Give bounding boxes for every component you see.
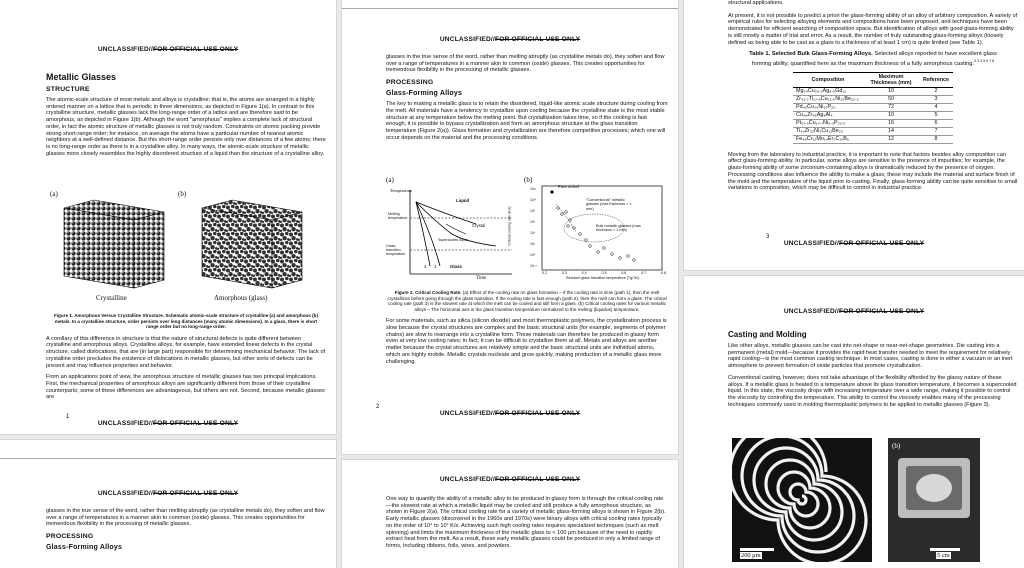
table-row (793, 111, 953, 119)
table-caption-text: Selected alloys reported to have excellent glass forming ability, quantified here as the maximum thickness of a fully amorphous casting. (751, 51, 997, 67)
graph-a-crystal: Crystal (472, 223, 486, 228)
composition-cell: Pt₅₇.₅Cu₁₄.₇Ni₅.₃P₂₂.₅ (793, 119, 863, 127)
column-header: Reference (919, 72, 953, 87)
graph-b-conventional: "Conventional" metallic glasses (max thickness < 1 mm) (586, 198, 632, 211)
paragraph: structural applications. (728, 0, 784, 6)
reference-cell: 2 (919, 87, 953, 95)
graph-a-melting: Melting temperature (388, 212, 408, 220)
reference-cell: 6 (919, 119, 953, 127)
composition-cell: Pd₄₀Cu₃₀Ni₁₀P₂₀ (793, 103, 863, 111)
classification-struck: FOR OFFICIAL USE ONLY (153, 420, 239, 427)
x-tick: 0.5 (601, 271, 607, 275)
figure-2 (386, 176, 668, 282)
y-tick: 10¹⁰ (530, 198, 537, 202)
document-page-2 (342, 0, 678, 454)
column-header: Composition (793, 72, 863, 87)
classification-footer (342, 410, 678, 417)
alloys-table (793, 72, 953, 144)
x-tick: 0.7 (641, 271, 647, 275)
paragraph: For some materials, such as silica (silicon dioxide) and most thermoplastic polymers, the crystallization process is slow because the crystal structures are complex and the basic structural units (for example, segments of polymer chains) are slow to rearrange into a crystalline form. These materials can therefore be produced in glassy form even at very low cooling rates; in fact, it can be difficult to crystallize them at all. Metals and alloys are another matter because the crystal structures are relatively simple and the basic structural units are individual atoms, which are highly mobile. Metallic crystals nucleate and grow quickly, making production of a metallic glass more challenging. (386, 318, 667, 365)
classification-label: UNCLASSIFIED// (97, 490, 153, 497)
x-tick: 0.6 (621, 271, 627, 275)
subsection-heading: Casting and Molding (728, 330, 807, 339)
classification-label: UNCLASSIFIED// (783, 308, 839, 315)
classification-label: UNCLASSIFIED// (439, 476, 495, 483)
page-number: 3 (766, 234, 770, 240)
reference-cell: 7 (919, 127, 953, 135)
thickness-cell: 12 (863, 135, 919, 143)
thickness-cell: 50 (863, 95, 919, 103)
figure-3 (732, 438, 1022, 568)
classification-footer (0, 420, 336, 427)
composition-cell: Fe₄₈Cr₁₅Mo₁₄Er₂C₁₅B₆ (793, 135, 863, 143)
classification-header (0, 46, 336, 53)
graph-b-legend: Pure nickel (558, 184, 579, 189)
composition-cell: Mg₅₄Cu₂₆.₅Ag₈.₅Gd₁₁ (793, 87, 863, 95)
graph-b-x-ticks (542, 271, 666, 275)
classification-struck: FOR OFFICIAL USE ONLY (153, 490, 239, 497)
reference-cell: 5 (919, 111, 953, 119)
label-crystalline: Crystalline (96, 294, 127, 302)
table-header-row (793, 72, 953, 87)
graph-a-path-2: 2 (424, 264, 427, 269)
composition-cell: Ti₄₀Zr₂₅Ni₃Cu₁₂Be₂₀ (793, 127, 863, 135)
paragraph: The key to making a metallic glass is to retain the disordered, liquid-like atomic scale structure during cooling from the melt. All materials have a tendency to crystallize upon cooling because the crystalline state is the most stable structure at any temperature below the melting point. But crystallization takes time, so if the cooling is fast enough, it is possible to bypass crystallization and form an amorphous structure at the glass transition temperature (Figure 2(a)). Glass formation and crystallization are therefore competitive processes; which one will occur depends on the material and the processing conditions. (386, 101, 668, 141)
graph-a-supercooled: Supercooled liquid (438, 238, 468, 242)
document-page-3 (684, 0, 1024, 270)
graph-b-xlabel: Reduced glass transition temperature (Tg/Tm) (566, 276, 640, 280)
graph-a-glass-transition: Glass-transition temperature (386, 244, 406, 256)
document-page-4 (684, 276, 1024, 568)
column-header: Maximum Thickness (mm) (863, 72, 919, 87)
caption-title: Figure 2. Critical Cooling Rate. (394, 290, 462, 295)
section-heading-structure: STRUCTURE (46, 86, 90, 93)
figure-label-b: (b) (892, 442, 901, 450)
y-tick: 10⁶ (530, 220, 536, 224)
thickness-cell: 14 (863, 127, 919, 135)
table-row (793, 87, 953, 95)
table-refs: 2 3 4 5 6 7 8 (974, 59, 995, 64)
subsection-heading: Glass-Forming Alloys (46, 544, 123, 552)
graph-a-liquid: Liquid (456, 198, 470, 203)
paragraph: Like other alloys, metallic glasses can be cast into net-shape or near-net-shape geometries. Die casting into a permanent (metal) mold—because it provides the rapid heat transfer needed to meet the requirement for relatively rapid cooling—is the most common casting technique. In most cases, casting is done in either a vacuum or an inert atmosphere to prevent formation of oxide particles that promote crystallization. (728, 343, 1013, 370)
document-page-6 (342, 460, 678, 568)
x-tick: 0.8 (660, 271, 666, 275)
reference-cell: 4 (919, 103, 953, 111)
table-row (793, 95, 953, 103)
classification-header (342, 476, 678, 483)
page-number: 2 (376, 404, 380, 410)
paragraph: glasses in the true sense of the word, rather than melting abruptly (as crystalline metals do), they soften and flow over a range of temperatures in a manner akin to common (oxide) glasses. This creates opportunities for tremendous flexibility in the processing of metallic glasses. (386, 54, 665, 74)
classification-header (342, 36, 678, 43)
y-tick: 10⁻² (530, 264, 537, 268)
classification-struck: FOR OFFICIAL USE ONLY (495, 410, 581, 417)
figure-1-caption (52, 313, 320, 330)
classification-struck: FOR OFFICIAL USE ONLY (153, 46, 239, 53)
section-heading-processing: PROCESSING (386, 79, 434, 87)
paragraph: The atomic-scale structure of most metals and alloys is crystalline; that is, the atoms are arranged in a highly ordered manner on a lattice that is periodic in three dimensions, as depicted in Figure 1(a). In contrast to this crystalline structure, metallic glasses lack the long-range order of a lattice and are therefore said to be amorphous, as depicted in Figure 1(b). Although the word "amorphous" implies a complete lack of structural order, in fact the atomic structure of metallic glasses is not truly random. Constraints on atomic packing provide strong short-range order; for instance, on average the atoms have a particular number of nearest atomic neighbors at a well-defined distance. But this short-range order persists only over distances of a few atoms; there is no long-range order as there is in a crystalline alloy. In many ways, the atomic-scale structure of metallic glasses more closely resembles the highly disordered structure of a liquid than the structure of a crystalline alloy. (46, 97, 326, 157)
figure-label-a: (a) (386, 176, 394, 184)
paragraph: One way to quantify the ability of a metallic alloy to be produced in glassy form is through the critical cooling rate—the slowest rate at which a metallic liquid may be cooled and still produce a fully amorphous structure, as shown in Figure 2(a). The critical cooling rate for a variety of metallic glass-forming alloys is shown in Figure 2(b). Early metallic glasses (discovered in the 1960s and 1970s) were binary alloys with critical cooling rates typically on the order of 10⁴ to 10⁷ K/s. Achieving such high cooling rates requires specialized techniques (such as melt spinning) and limits the maximum thickness of the metallic glass to < 100 μm because of the need to rapidly extract heat from the melt. As a result, these early metallic glasses could be produced in only a limited range of forms, including ribbons, foils, wires, and powders. (386, 496, 666, 549)
table-row (793, 119, 953, 127)
page-top-rule (0, 458, 336, 459)
caption-title: Figure 1. Amorphous Versus Crystalline Structure. (53, 313, 165, 318)
paragraph: Conventional casting, however, does not take advantage of the flexibility afforded by the glassy nature of these alloys. If a metallic glass is heated to a temperature above its glass transition temperature, it becomes a supercooled liquid. In this state, the viscosity drops with increasing temperature over a wide range, making it possible to control the viscosity by controlling the temperature. This ability to control the viscosity enables many of the processing techniques commonly used in molding thermoplastic polymers to be applied to metallic glasses (Figure 3). (728, 374, 1017, 408)
document-page-5 (0, 440, 336, 568)
classification-footer (684, 240, 1024, 247)
graph-b-y-ticks (530, 184, 542, 272)
graph-b-ylabel: Critical cooling rate (K/s) (507, 206, 512, 246)
classification-header (0, 490, 336, 497)
y-tick: 10² (530, 242, 535, 246)
paragraph: From an applications point of view, the amorphous structure of metallic glasses has two principal implications. First, the mechanical properties of amorphous alloys are significantly different from those of their crystalline counterparts; some of these differences are advantageous, but others are not. Second, because metallic glasses are (46, 374, 325, 401)
y-tick: 10⁸ (530, 209, 536, 213)
section-heading-processing: PROCESSING (46, 533, 94, 541)
classification-struck: FOR OFFICIAL USE ONLY (495, 476, 581, 483)
classification-label: UNCLASSIFIED// (97, 420, 153, 427)
graph-a-glass: Glass (450, 264, 462, 269)
y-tick: 10¹² (530, 187, 537, 191)
classification-label: UNCLASSIFIED// (97, 46, 153, 53)
classification-label: UNCLASSIFIED// (439, 410, 495, 417)
spiral-micrograph (732, 438, 872, 562)
table-row (793, 135, 953, 143)
thickness-cell: 16 (863, 119, 919, 127)
paragraph: glasses in the true sense of the word, rather than melting abruptly (as crystalline metals do), they soften and flow over a range of temperatures in a manner akin to common (oxide) glasses. This creates opportunities for tremendous flexibility in the processing of metallic glasses. (46, 508, 325, 528)
table-caption (742, 51, 1004, 68)
crystalline-lattice-cube (46, 196, 326, 296)
graph-b-bulk: Bulk metallic glasses (max thickness > 1 mm) (596, 224, 641, 233)
classification-label: UNCLASSIFIED// (439, 36, 495, 43)
scale-label-a: 200 μm (741, 552, 761, 559)
composition-cell: Cu₄₆Zr₄₆Ag₄Al₄ (793, 111, 863, 119)
classification-header (684, 308, 1024, 315)
table-title: Table 1. Selected Bulk Glass-Forming Alloys. (749, 51, 873, 58)
caption-text: (a) Effect of the cooling rate on glass formation – if the cooling rate is slow (path 1), then the melt crystallizes before going through the glass transition. If the cooling rate is fast enough (path 2), then the melt can form a glass. The critical cooling rate (path 3) is the slowest rate at which the melt can be cooled and still form a glass. (b) Critical cooling rates for various metallic alloys – The horizontal axis is the glass transition temperature normalized to the melting (liquidus) temperature. (387, 290, 667, 312)
y-tick: 10⁴ (530, 231, 536, 235)
reference-cell: 3 (919, 95, 953, 103)
classification-struck: FOR OFFICIAL USE ONLY (495, 36, 581, 43)
y-tick: 10⁰ (530, 253, 536, 257)
paragraph: At present, it is not possible to predict a priori the glass-forming ability of an alloy of arbitrary composition. A variety of empirical rules for selecting alloying elements and compositions have been proposed, and techniques have been demonstrated for efficient searching of composition space. But identification of alloys with good glass-forming ability is still mostly a matter of trial and error. As a result, the number of truly outstanding glass-forming alloys (loosely defined as being able to be cast as a glass to a thickness of at least 1 cm) is quite limited (see Table 1). (728, 12, 1018, 46)
graph-a-xlabel: Time (476, 276, 487, 281)
molded-part-photo (888, 438, 980, 562)
document-page-1 (0, 0, 336, 434)
subsection-heading: Glass-Forming Alloys (386, 90, 463, 98)
scale-label-b: 5 cm (937, 552, 950, 559)
classification-label: UNCLASSIFIED// (783, 240, 839, 247)
graph-a-ylabel: Temperature (390, 188, 413, 193)
cooling-rate-graph-a (386, 184, 516, 284)
x-tick: 0.2 (542, 271, 547, 275)
figure-label-a: (a) (50, 190, 58, 198)
table-row (793, 127, 953, 135)
thickness-cell: 72 (863, 103, 919, 111)
figure-label-b: (b) (178, 190, 187, 198)
thickness-cell: 10 (863, 111, 919, 119)
figure-1 (46, 190, 326, 306)
classification-struck: FOR OFFICIAL USE ONLY (839, 240, 925, 247)
label-amorphous: Amorphous (glass) (214, 294, 268, 302)
paragraph: A corollary of this difference in structure is that the nature of structural defects is quite different between crystalline and amorphous alloys. Crystalline alloys, for example, have extended linear defects in the crystal structure, called dislocations, that are (in large part) responsible for determining mechanical behavior. The lack of crystalline order precludes the existence of dislocations in metallic glasses, but other sorts of defects can be present and may influence properties and behavior. (46, 335, 326, 369)
caption-text: Schematic atomic-scale structure of crystalline (a) and amorphous (b) metals. In a crystalline structure, order persists over long distances (many atomic dimensions). In a glass, there is short range order but no long-range order. (54, 313, 319, 330)
graph-a-path-1: 1 (434, 264, 437, 269)
page-title: Metallic Glasses (46, 72, 117, 82)
thickness-cell: 10 (863, 87, 919, 95)
table-row (793, 103, 953, 111)
x-tick: 0.3 (561, 271, 567, 275)
page-number: 1 (66, 414, 70, 420)
classification-struck: FOR OFFICIAL USE ONLY (839, 308, 925, 315)
figure-label-b: (b) (524, 176, 533, 184)
page-top-rule (342, 8, 678, 9)
x-tick: 0.4 (581, 271, 587, 275)
reference-cell: 8 (919, 135, 953, 143)
composition-cell: Zr₄₁.₂Ti₁₃.₈Cu₁₂.₅Ni₁₀Be₂₂.₅ (793, 95, 863, 103)
paragraph: Moving from the laboratory to industrial practice, it is important to note that factors besides alloy composition can affect glass-forming ability. In particular, some alloys are sensitive to the presence of impurities; for example, the glass-forming ability of some zirconium-containing alloys is dramatically reduced by the presence of oxygen. Processing conditions also influence the ability to make a glass; these may include the material and surface finish of the mold and the temperature of the liquid prior to casting. Finally, glass-forming ability can be quite sensitive to small variations in composition, which may be difficult to control in industrial practice. (728, 151, 1018, 192)
figure-2-caption (386, 290, 668, 312)
